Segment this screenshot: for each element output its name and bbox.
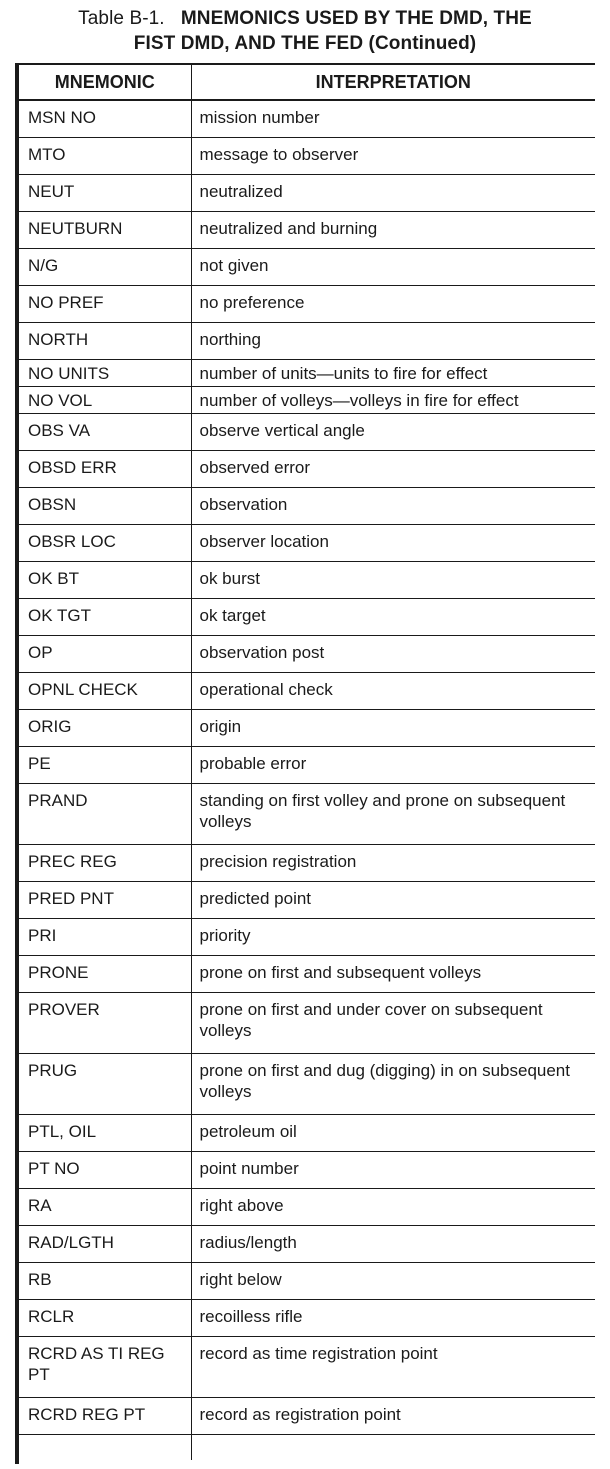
mnemonic-cell: OBSN (19, 487, 191, 524)
mnemonic-cell: PRI (19, 918, 191, 955)
interpretation-cell: operational check (191, 672, 595, 709)
mnemonic-cell: PRUG (19, 1053, 191, 1114)
mnemonic-cell: OBSR LOC (19, 524, 191, 561)
interpretation-cell: record as registration point (191, 1397, 595, 1434)
table-row (19, 413, 595, 450)
table-row (19, 1151, 595, 1188)
table-title-line-1 (0, 6, 610, 31)
mnemonic-cell: N/G (19, 248, 191, 285)
mnemonic-cell: OP (19, 635, 191, 672)
interpretation-cell: recoilless rifle (191, 1299, 595, 1336)
table-row (19, 672, 595, 709)
interpretation-cell: prone on first and subsequent volleys (191, 955, 595, 992)
interpretation-cell: probable error (191, 746, 595, 783)
mnemonic-cell: ORIG (19, 709, 191, 746)
mnemonic-cell: NO UNITS (19, 359, 191, 386)
interpretation-cell: neutralized (191, 174, 595, 211)
table-row (19, 635, 595, 672)
table-row (19, 955, 595, 992)
mnemonic-cell: OBSD ERR (19, 450, 191, 487)
table-row (19, 100, 595, 137)
interpretation-cell: point number (191, 1151, 595, 1188)
mnemonic-cell: RAD/LGTH (19, 1225, 191, 1262)
table-row (19, 359, 595, 386)
column-header-interpretation: INTERPRETATION (191, 64, 595, 100)
table-row (19, 1336, 595, 1397)
interpretation-cell: northing (191, 322, 595, 359)
table-number: Table B-1. (78, 8, 165, 29)
mnemonic-cell: RCRD AS TI REG PT (19, 1336, 191, 1397)
table-row (19, 783, 595, 844)
mnemonic-cell: NEUTBURN (19, 211, 191, 248)
interpretation-cell: number of units—units to fire for effect (191, 359, 595, 386)
mnemonic-cell: OK BT (19, 561, 191, 598)
mnemonic-cell: PROVER (19, 992, 191, 1053)
table-row (19, 174, 595, 211)
interpretation-cell-empty (191, 1434, 595, 1460)
interpretation-cell: observed error (191, 450, 595, 487)
mnemonic-cell: OK TGT (19, 598, 191, 635)
mnemonic-cell: NO PREF (19, 285, 191, 322)
interpretation-cell: number of volleys—volleys in fire for effect (191, 386, 595, 413)
mnemonic-cell: OBS VA (19, 413, 191, 450)
interpretation-cell: precision registration (191, 844, 595, 881)
mnemonic-cell: PE (19, 746, 191, 783)
table-row (19, 1053, 595, 1114)
interpretation-cell: observation post (191, 635, 595, 672)
mnemonics-table-container (15, 63, 595, 1464)
table-row (19, 1114, 595, 1151)
mnemonic-cell: PRAND (19, 783, 191, 844)
mnemonic-cell: MSN NO (19, 100, 191, 137)
interpretation-cell: radius/length (191, 1225, 595, 1262)
column-header-mnemonic: MNEMONIC (19, 64, 191, 100)
table-row (19, 881, 595, 918)
mnemonic-cell: NO VOL (19, 386, 191, 413)
table-row (19, 322, 595, 359)
table-row (19, 248, 595, 285)
interpretation-cell: mission number (191, 100, 595, 137)
table-row (19, 450, 595, 487)
table-row (19, 709, 595, 746)
mnemonic-cell: RCLR (19, 1299, 191, 1336)
mnemonic-cell-empty (19, 1434, 191, 1460)
table-row (19, 918, 595, 955)
mnemonic-cell: PRED PNT (19, 881, 191, 918)
interpretation-cell: petroleum oil (191, 1114, 595, 1151)
mnemonic-cell: OPNL CHECK (19, 672, 191, 709)
table-row (19, 487, 595, 524)
mnemonic-cell: PREC REG (19, 844, 191, 881)
table-row (19, 137, 595, 174)
interpretation-cell: message to observer (191, 137, 595, 174)
interpretation-cell: not given (191, 248, 595, 285)
mnemonic-cell: RB (19, 1262, 191, 1299)
table-row (19, 561, 595, 598)
table-row (19, 211, 595, 248)
interpretation-cell: prone on first and under cover on subsequent volleys (191, 992, 595, 1053)
table-row (19, 1225, 595, 1262)
interpretation-cell: ok burst (191, 561, 595, 598)
table-title-line-2: FIST DMD, AND THE FED (Continued) (133, 33, 477, 54)
interpretation-cell: observe vertical angle (191, 413, 595, 450)
table-row (19, 1188, 595, 1225)
mnemonics-table (19, 63, 595, 1460)
mnemonic-cell: NORTH (19, 322, 191, 359)
interpretation-cell: predicted point (191, 881, 595, 918)
table-row (19, 1262, 595, 1299)
table-title-text-1: MNEMONICS USED BY THE DMD, THE (180, 8, 532, 29)
interpretation-cell: right below (191, 1262, 595, 1299)
table-row (19, 992, 595, 1053)
table-row (19, 746, 595, 783)
table-row (19, 524, 595, 561)
mnemonic-cell: RA (19, 1188, 191, 1225)
interpretation-cell: right above (191, 1188, 595, 1225)
interpretation-cell: standing on first volley and prone on subsequent volleys (191, 783, 595, 844)
mnemonic-cell: NEUT (19, 174, 191, 211)
table-row (19, 1299, 595, 1336)
interpretation-cell: priority (191, 918, 595, 955)
mnemonic-cell: PRONE (19, 955, 191, 992)
table-row (19, 386, 595, 413)
table-row (19, 844, 595, 881)
interpretation-cell: no preference (191, 285, 595, 322)
mnemonic-cell: PT NO (19, 1151, 191, 1188)
interpretation-cell: prone on first and dug (digging) in on subsequent volleys (191, 1053, 595, 1114)
table-row (19, 1397, 595, 1434)
table-header-row (19, 64, 595, 100)
interpretation-cell: observation (191, 487, 595, 524)
mnemonic-cell: PTL, OIL (19, 1114, 191, 1151)
table-row (19, 598, 595, 635)
mnemonic-cell: MTO (19, 137, 191, 174)
interpretation-cell: neutralized and burning (191, 211, 595, 248)
interpretation-cell: origin (191, 709, 595, 746)
mnemonic-cell: RCRD REG PT (19, 1397, 191, 1434)
table-row-empty (19, 1434, 595, 1460)
interpretation-cell: observer location (191, 524, 595, 561)
interpretation-cell: ok target (191, 598, 595, 635)
table-row (19, 285, 595, 322)
interpretation-cell: record as time registration point (191, 1336, 595, 1397)
table-title (0, 6, 610, 56)
